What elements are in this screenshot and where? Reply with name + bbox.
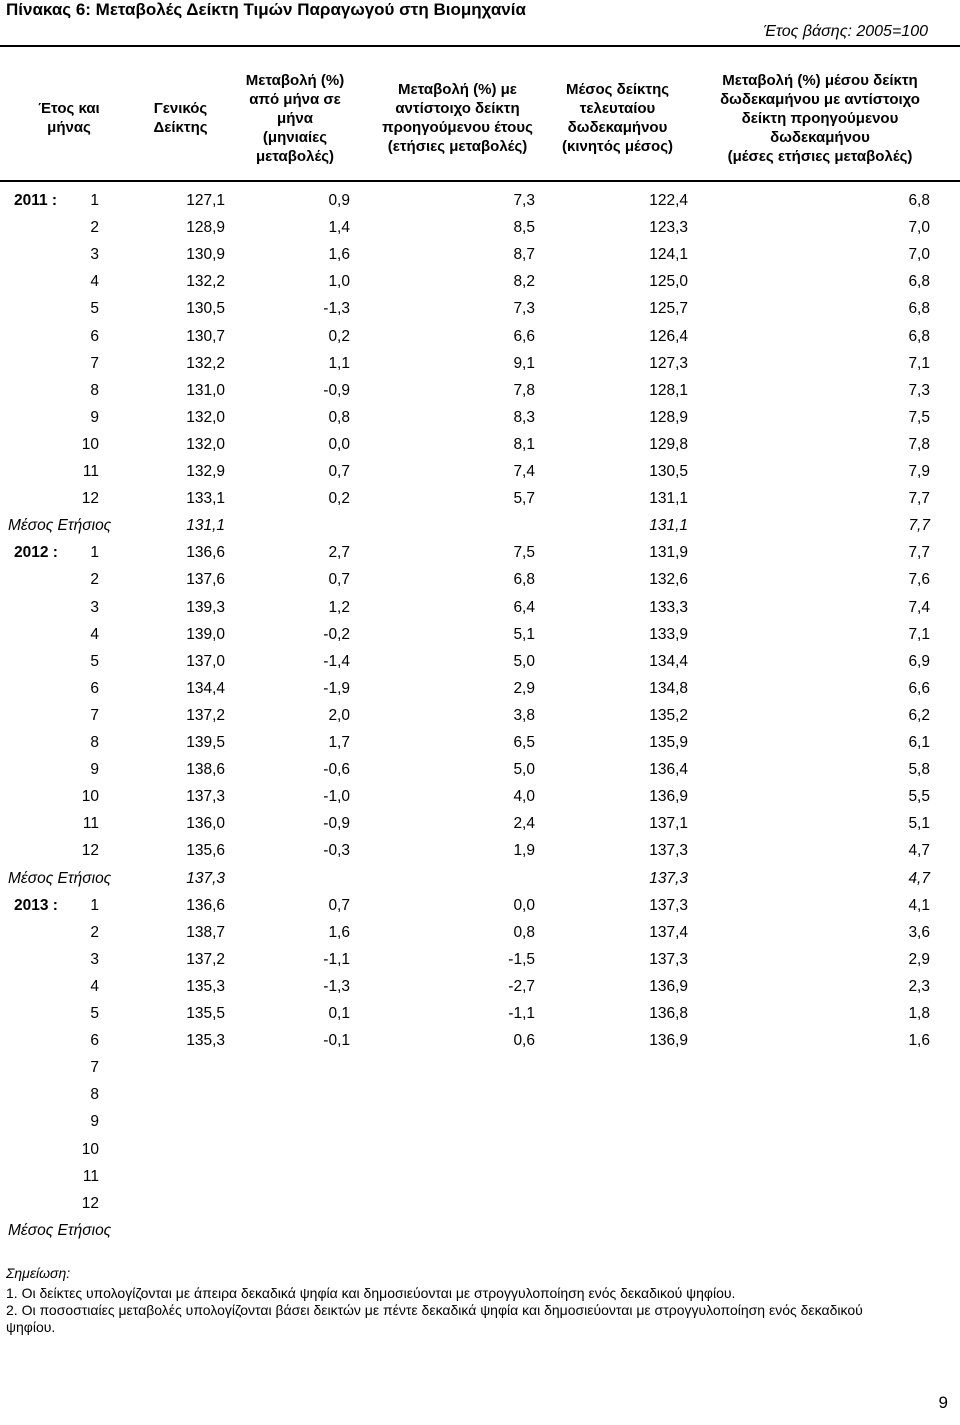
- moving-avg-cell: 134,4: [649, 652, 688, 670]
- moving-avg-change-cell: 7,9: [908, 463, 930, 480]
- monthly-change-cell: -0,9: [323, 381, 350, 399]
- monthly-change-cell: -0,3: [323, 842, 350, 860]
- annual-change-cell: 7,8: [513, 381, 535, 399]
- moving-avg-cell: 133,3: [649, 598, 688, 616]
- moving-avg-cell: 136,8: [649, 1005, 688, 1022]
- month-cell: 11: [82, 463, 99, 480]
- table-row: [0, 783, 960, 810]
- annual-change-cell: 7,3: [513, 192, 535, 209]
- moving-avg-change-cell: 2,9: [908, 950, 930, 968]
- moving-avg-cell: 137,3: [649, 950, 688, 968]
- table-row: [0, 973, 960, 1000]
- moving-avg-cell: 137,1: [649, 815, 688, 833]
- general-index-cell: 137,2: [186, 706, 225, 724]
- general-index-cell: 136,6: [186, 896, 225, 914]
- month-cell: 8: [90, 381, 99, 399]
- moving-avg-change-cell: 6,8: [908, 327, 930, 345]
- annual-change-cell: -2,7: [508, 977, 535, 995]
- moving-avg-change-cell: 2,3: [908, 977, 930, 995]
- monthly-change-cell: -0,9: [323, 815, 350, 833]
- general-index-cell: 136,6: [186, 544, 225, 562]
- table-row: [0, 621, 960, 648]
- table-row: [0, 458, 960, 485]
- moving-avg-cell: 125,7: [649, 300, 688, 318]
- annual-change-cell: 8,5: [513, 219, 535, 237]
- monthly-change-cell: 0,1: [328, 1005, 350, 1022]
- general-index-cell: 135,6: [186, 842, 225, 860]
- page-number: 9: [938, 1393, 948, 1412]
- year-label: 2013 :: [14, 896, 58, 914]
- monthly-change-cell: 1,6: [328, 246, 350, 264]
- month-cell: 3: [90, 950, 99, 968]
- monthly-change-cell: 0,2: [328, 327, 350, 345]
- monthly-change-cell: -1,3: [323, 977, 350, 995]
- monthly-change-cell: -0,6: [323, 761, 350, 779]
- annual-change-cell: 7,3: [513, 300, 535, 318]
- annual-change-cell: 2,4: [513, 815, 535, 833]
- table-row: [0, 702, 960, 729]
- moving-avg-change-cell: 7,3: [908, 381, 930, 399]
- annual-change-cell: -1,1: [508, 1005, 535, 1022]
- moving-avg-change-cell: 7,4: [908, 598, 930, 616]
- moving-avg-change-cell: 7,7: [908, 544, 930, 562]
- general-index-cell: 138,6: [186, 761, 225, 779]
- moving-avg-change-cell: 6,2: [908, 706, 930, 724]
- table-row: [0, 1163, 960, 1190]
- general-index-cell: 133,1: [186, 490, 225, 508]
- table-row: [0, 1000, 960, 1027]
- annual-change-cell: 6,4: [513, 598, 535, 616]
- monthly-change-cell: 0,2: [328, 490, 350, 508]
- moving-avg-change-cell: 6,8: [908, 300, 930, 318]
- monthly-change-cell: 1,0: [328, 273, 350, 291]
- monthly-change-cell: 2,0: [328, 706, 350, 724]
- table-row: [0, 1136, 960, 1163]
- month-cell: 2: [90, 219, 99, 237]
- month-cell: 10: [81, 435, 99, 453]
- header-monthly-change: Μεταβολή (%) από μήνα σε μήνα (μηνιαίες μεταβολές): [245, 71, 345, 165]
- notes-title: Σημείωση:: [6, 1265, 71, 1281]
- annual-moving-avg-change-cell: 7,7: [908, 517, 930, 535]
- moving-avg-cell: 135,9: [649, 734, 688, 751]
- month-cell: 3: [90, 246, 99, 264]
- monthly-change-cell: -0,2: [323, 625, 350, 643]
- table-row: [0, 323, 960, 350]
- general-index-cell: 137,6: [186, 571, 225, 589]
- monthly-change-cell: 1,7: [328, 734, 350, 751]
- month-cell: 6: [90, 1032, 99, 1050]
- table-row: [0, 214, 960, 241]
- year-label: 2011 :: [14, 192, 58, 209]
- annual-average-row: [0, 512, 960, 539]
- moving-avg-cell: 136,9: [649, 788, 688, 806]
- table-row: [0, 946, 960, 973]
- general-index-cell: 135,3: [186, 977, 225, 995]
- moving-avg-change-cell: 7,6: [908, 571, 930, 589]
- general-index-cell: 139,5: [186, 734, 225, 751]
- moving-avg-cell: 127,3: [649, 354, 688, 372]
- month-cell: 8: [90, 1086, 99, 1104]
- moving-avg-cell: 137,3: [649, 896, 688, 914]
- annual-change-cell: 8,3: [513, 408, 535, 426]
- moving-avg-cell: 131,9: [649, 544, 688, 562]
- annual-change-cell: 7,4: [513, 463, 535, 480]
- annual-change-cell: 0,0: [513, 896, 535, 914]
- general-index-cell: 137,0: [186, 652, 225, 670]
- moving-avg-change-cell: 6,8: [908, 192, 930, 209]
- monthly-change-cell: -1,9: [323, 679, 350, 697]
- moving-avg-change-cell: 5,1: [908, 815, 930, 833]
- table-row: [0, 675, 960, 702]
- month-cell: 7: [90, 706, 99, 724]
- table-row: [0, 485, 960, 512]
- annual-moving-avg-cell: 131,1: [649, 517, 688, 535]
- monthly-change-cell: 0,0: [328, 435, 350, 453]
- general-index-cell: 136,0: [186, 815, 225, 833]
- general-index-cell: 130,5: [186, 300, 225, 318]
- moving-avg-change-cell: 1,6: [908, 1032, 930, 1050]
- annual-change-cell: 4,0: [513, 788, 535, 806]
- moving-avg-cell: 126,4: [649, 327, 688, 345]
- general-index-cell: 137,2: [186, 950, 225, 968]
- header-general-index: Γενικός Δείκτης: [153, 100, 208, 136]
- month-cell: 12: [81, 1194, 99, 1212]
- header-year-month: Έτος και μήνας: [38, 100, 100, 136]
- note-item-2: 2. Οι ποσοστιαίες μεταβολές υπολογίζονται βάσει δεικτών με πέντε δεκαδικά ψηφία και δημοσιεύονται με στρογγυλοποίηση ενός δεκαδικού ψηφίου.: [6, 1302, 863, 1335]
- annual-average-label: Μέσος Ετήσιος: [8, 869, 112, 887]
- table-row: [0, 1081, 960, 1108]
- month-cell: 4: [90, 625, 99, 643]
- general-index-cell: 132,2: [186, 273, 225, 291]
- table-row: [0, 1108, 960, 1135]
- table-row: [0, 187, 960, 214]
- general-index-cell: 139,3: [186, 598, 225, 616]
- general-index-cell: 138,7: [186, 923, 225, 941]
- top-rule: [0, 45, 960, 47]
- annual-change-cell: 5,7: [513, 490, 535, 508]
- moving-avg-change-cell: 4,1: [908, 896, 930, 914]
- table-row: [0, 919, 960, 946]
- table-row: [0, 756, 960, 783]
- month-cell: 1: [90, 544, 99, 562]
- moving-avg-cell: 129,8: [649, 435, 688, 453]
- moving-avg-change-cell: 7,7: [908, 490, 930, 508]
- month-cell: 1: [90, 192, 99, 209]
- moving-avg-change-cell: 3,6: [908, 923, 930, 941]
- annual-change-cell: 8,1: [513, 435, 535, 453]
- annual-change-cell: 6,6: [513, 327, 535, 345]
- moving-avg-cell: 132,6: [649, 571, 688, 589]
- table-row: [0, 837, 960, 864]
- month-cell: 11: [82, 815, 99, 833]
- month-cell: 11: [82, 1167, 99, 1185]
- monthly-change-cell: -1,4: [323, 652, 350, 670]
- moving-avg-cell: 122,4: [649, 192, 688, 209]
- annual-change-cell: 5,0: [513, 761, 535, 779]
- annual-change-cell: 1,9: [513, 842, 535, 860]
- table-row: [0, 268, 960, 295]
- moving-avg-cell: 136,9: [649, 977, 688, 995]
- monthly-change-cell: 1,6: [328, 923, 350, 941]
- annual-average-label: Μέσος Ετήσιος: [8, 517, 112, 535]
- moving-avg-change-cell: 7,1: [908, 354, 930, 372]
- moving-avg-cell: 137,3: [649, 842, 688, 860]
- moving-avg-cell: 135,2: [649, 706, 688, 724]
- month-cell: 9: [90, 761, 99, 779]
- table-row: [0, 1027, 960, 1054]
- general-index-cell: 137,3: [186, 788, 225, 806]
- moving-avg-cell: 137,4: [649, 923, 688, 941]
- monthly-change-cell: 0,9: [328, 192, 350, 209]
- table-row: [0, 1054, 960, 1081]
- month-cell: 2: [90, 923, 99, 941]
- moving-avg-change-cell: 4,7: [908, 842, 930, 860]
- monthly-change-cell: -1,0: [323, 788, 350, 806]
- general-index-cell: 132,0: [186, 408, 225, 426]
- monthly-change-cell: 0,7: [328, 896, 350, 914]
- month-cell: 9: [90, 408, 99, 426]
- general-index-cell: 128,9: [186, 219, 225, 237]
- general-index-cell: 139,0: [186, 625, 225, 643]
- moving-avg-change-cell: 6,8: [908, 273, 930, 291]
- table-row: [0, 729, 960, 756]
- moving-avg-change-cell: 7,0: [908, 246, 930, 264]
- general-index-cell: 132,0: [186, 435, 225, 453]
- moving-avg-cell: 128,1: [649, 381, 688, 399]
- annual-change-cell: 5,0: [513, 652, 535, 670]
- moving-avg-cell: 136,4: [649, 761, 688, 779]
- annual-change-cell: 5,1: [513, 625, 535, 643]
- table-row: [0, 892, 960, 919]
- header-annual-change: Μεταβολή (%) με αντίστοιχο δείκτη προηγούμενου έτους (ετήσιες μεταβολές): [382, 81, 533, 155]
- year-label: 2012 :: [14, 544, 58, 562]
- month-cell: 10: [81, 1140, 99, 1158]
- general-index-cell: 127,1: [186, 192, 225, 209]
- annual-change-cell: 9,1: [513, 354, 535, 372]
- table-row: [0, 539, 960, 566]
- moving-avg-cell: 133,9: [649, 625, 688, 643]
- header-moving-avg: Μέσος δείκτης τελευταίου δωδεκαμήνου (κινητός μέσος): [561, 81, 674, 155]
- monthly-change-cell: 1,1: [328, 354, 350, 372]
- moving-avg-cell: 131,1: [649, 490, 688, 508]
- table-row: [0, 377, 960, 404]
- month-cell: 8: [90, 734, 99, 751]
- general-index-cell: 135,5: [186, 1005, 225, 1022]
- month-cell: 4: [90, 977, 99, 995]
- moving-avg-change-cell: 7,5: [908, 408, 930, 426]
- moving-avg-change-cell: 5,5: [908, 788, 930, 806]
- table-row: [0, 1190, 960, 1217]
- month-cell: 6: [90, 679, 99, 697]
- annual-index-cell: 137,3: [186, 869, 225, 887]
- month-cell: 12: [81, 842, 99, 860]
- month-cell: 4: [90, 273, 99, 291]
- month-cell: 10: [81, 788, 99, 806]
- table-row: [0, 241, 960, 268]
- month-cell: 5: [90, 300, 99, 318]
- annual-change-cell: 2,9: [513, 679, 535, 697]
- moving-avg-cell: 124,1: [649, 246, 688, 264]
- monthly-change-cell: 1,4: [328, 219, 350, 237]
- header-rule: [0, 180, 960, 182]
- month-cell: 2: [90, 571, 99, 589]
- month-cell: 3: [90, 598, 99, 616]
- annual-change-cell: 6,5: [513, 734, 535, 751]
- moving-avg-change-cell: 5,8: [908, 761, 930, 779]
- table-row: [0, 404, 960, 431]
- moving-avg-cell: 130,5: [649, 463, 688, 480]
- annual-change-cell: -1,5: [508, 950, 535, 968]
- annual-index-cell: 131,1: [186, 517, 225, 535]
- moving-avg-cell: 136,9: [649, 1032, 688, 1050]
- month-cell: 6: [90, 327, 99, 345]
- moving-avg-change-cell: 6,1: [908, 734, 930, 751]
- annual-moving-avg-change-cell: 4,7: [908, 869, 930, 887]
- annual-change-cell: 0,8: [513, 923, 535, 941]
- annual-change-cell: 3,8: [513, 706, 535, 724]
- annual-moving-avg-cell: 137,3: [649, 869, 688, 887]
- month-cell: 1: [90, 896, 99, 914]
- month-cell: 5: [90, 652, 99, 670]
- general-index-cell: 135,3: [186, 1032, 225, 1050]
- table-row: [0, 295, 960, 322]
- monthly-change-cell: 0,7: [328, 571, 350, 589]
- note-item-1: 1. Οι δείκτες υπολογίζονται με άπειρα δεκαδικά ψηφία και δημοσιεύονται με στρογγυλοποίηση ενός δεκαδικού ψηφίου.: [6, 1285, 736, 1301]
- annual-change-cell: 0,6: [513, 1032, 535, 1050]
- table-row: [0, 810, 960, 837]
- moving-avg-cell: 125,0: [649, 273, 688, 291]
- monthly-change-cell: -1,1: [323, 950, 350, 968]
- notes-section: [6, 1265, 906, 1336]
- month-cell: 5: [90, 1005, 99, 1022]
- general-index-cell: 132,2: [186, 354, 225, 372]
- annual-average-label: Μέσος Ετήσιος: [8, 1221, 112, 1239]
- moving-avg-change-cell: 1,8: [908, 1005, 930, 1022]
- monthly-change-cell: -1,3: [323, 300, 350, 318]
- moving-avg-cell: 134,8: [649, 679, 688, 697]
- month-cell: 12: [81, 490, 99, 508]
- general-index-cell: 130,9: [186, 246, 225, 264]
- moving-avg-change-cell: 7,0: [908, 219, 930, 237]
- month-cell: 7: [90, 354, 99, 372]
- table-row: [0, 566, 960, 593]
- monthly-change-cell: 1,2: [328, 598, 350, 616]
- annual-change-cell: 8,2: [513, 273, 535, 291]
- monthly-change-cell: -0,1: [323, 1032, 350, 1050]
- table-row: [0, 350, 960, 377]
- monthly-change-cell: 2,7: [328, 544, 350, 562]
- page-title: Πίνακας 6: Μεταβολές Δείκτη Τιμών Παραγωγού στη Βιομηχανία: [6, 0, 526, 19]
- monthly-change-cell: 0,8: [328, 408, 350, 426]
- annual-average-row: [0, 1217, 960, 1244]
- header-moving-avg-change: Μεταβολή (%) μέσου δείκτη δωδεκαμήνου με αντίστοιχο δείκτη προηγούμενου δωδεκαμήνου (μέσες ετήσιες μεταβολές): [720, 71, 920, 165]
- table-row: [0, 431, 960, 458]
- moving-avg-cell: 123,3: [649, 219, 688, 237]
- month-cell: 9: [90, 1113, 99, 1131]
- base-year-label: Έτος βάσης: 2005=100: [763, 23, 928, 40]
- general-index-cell: 131,0: [186, 381, 225, 399]
- annual-change-cell: 7,5: [513, 544, 535, 562]
- moving-avg-cell: 128,9: [649, 408, 688, 426]
- general-index-cell: 134,4: [186, 679, 225, 697]
- general-index-cell: 132,9: [186, 463, 225, 480]
- moving-avg-change-cell: 7,8: [908, 435, 930, 453]
- annual-average-row: [0, 865, 960, 892]
- month-cell: 7: [90, 1059, 99, 1077]
- moving-avg-change-cell: 7,1: [908, 625, 930, 643]
- monthly-change-cell: 0,7: [328, 463, 350, 480]
- table-row: [0, 648, 960, 675]
- table-row: [0, 594, 960, 621]
- annual-change-cell: 8,7: [513, 246, 535, 264]
- moving-avg-change-cell: 6,9: [908, 652, 930, 670]
- moving-avg-change-cell: 6,6: [908, 679, 930, 697]
- general-index-cell: 130,7: [186, 327, 225, 345]
- annual-change-cell: 6,8: [513, 571, 535, 589]
